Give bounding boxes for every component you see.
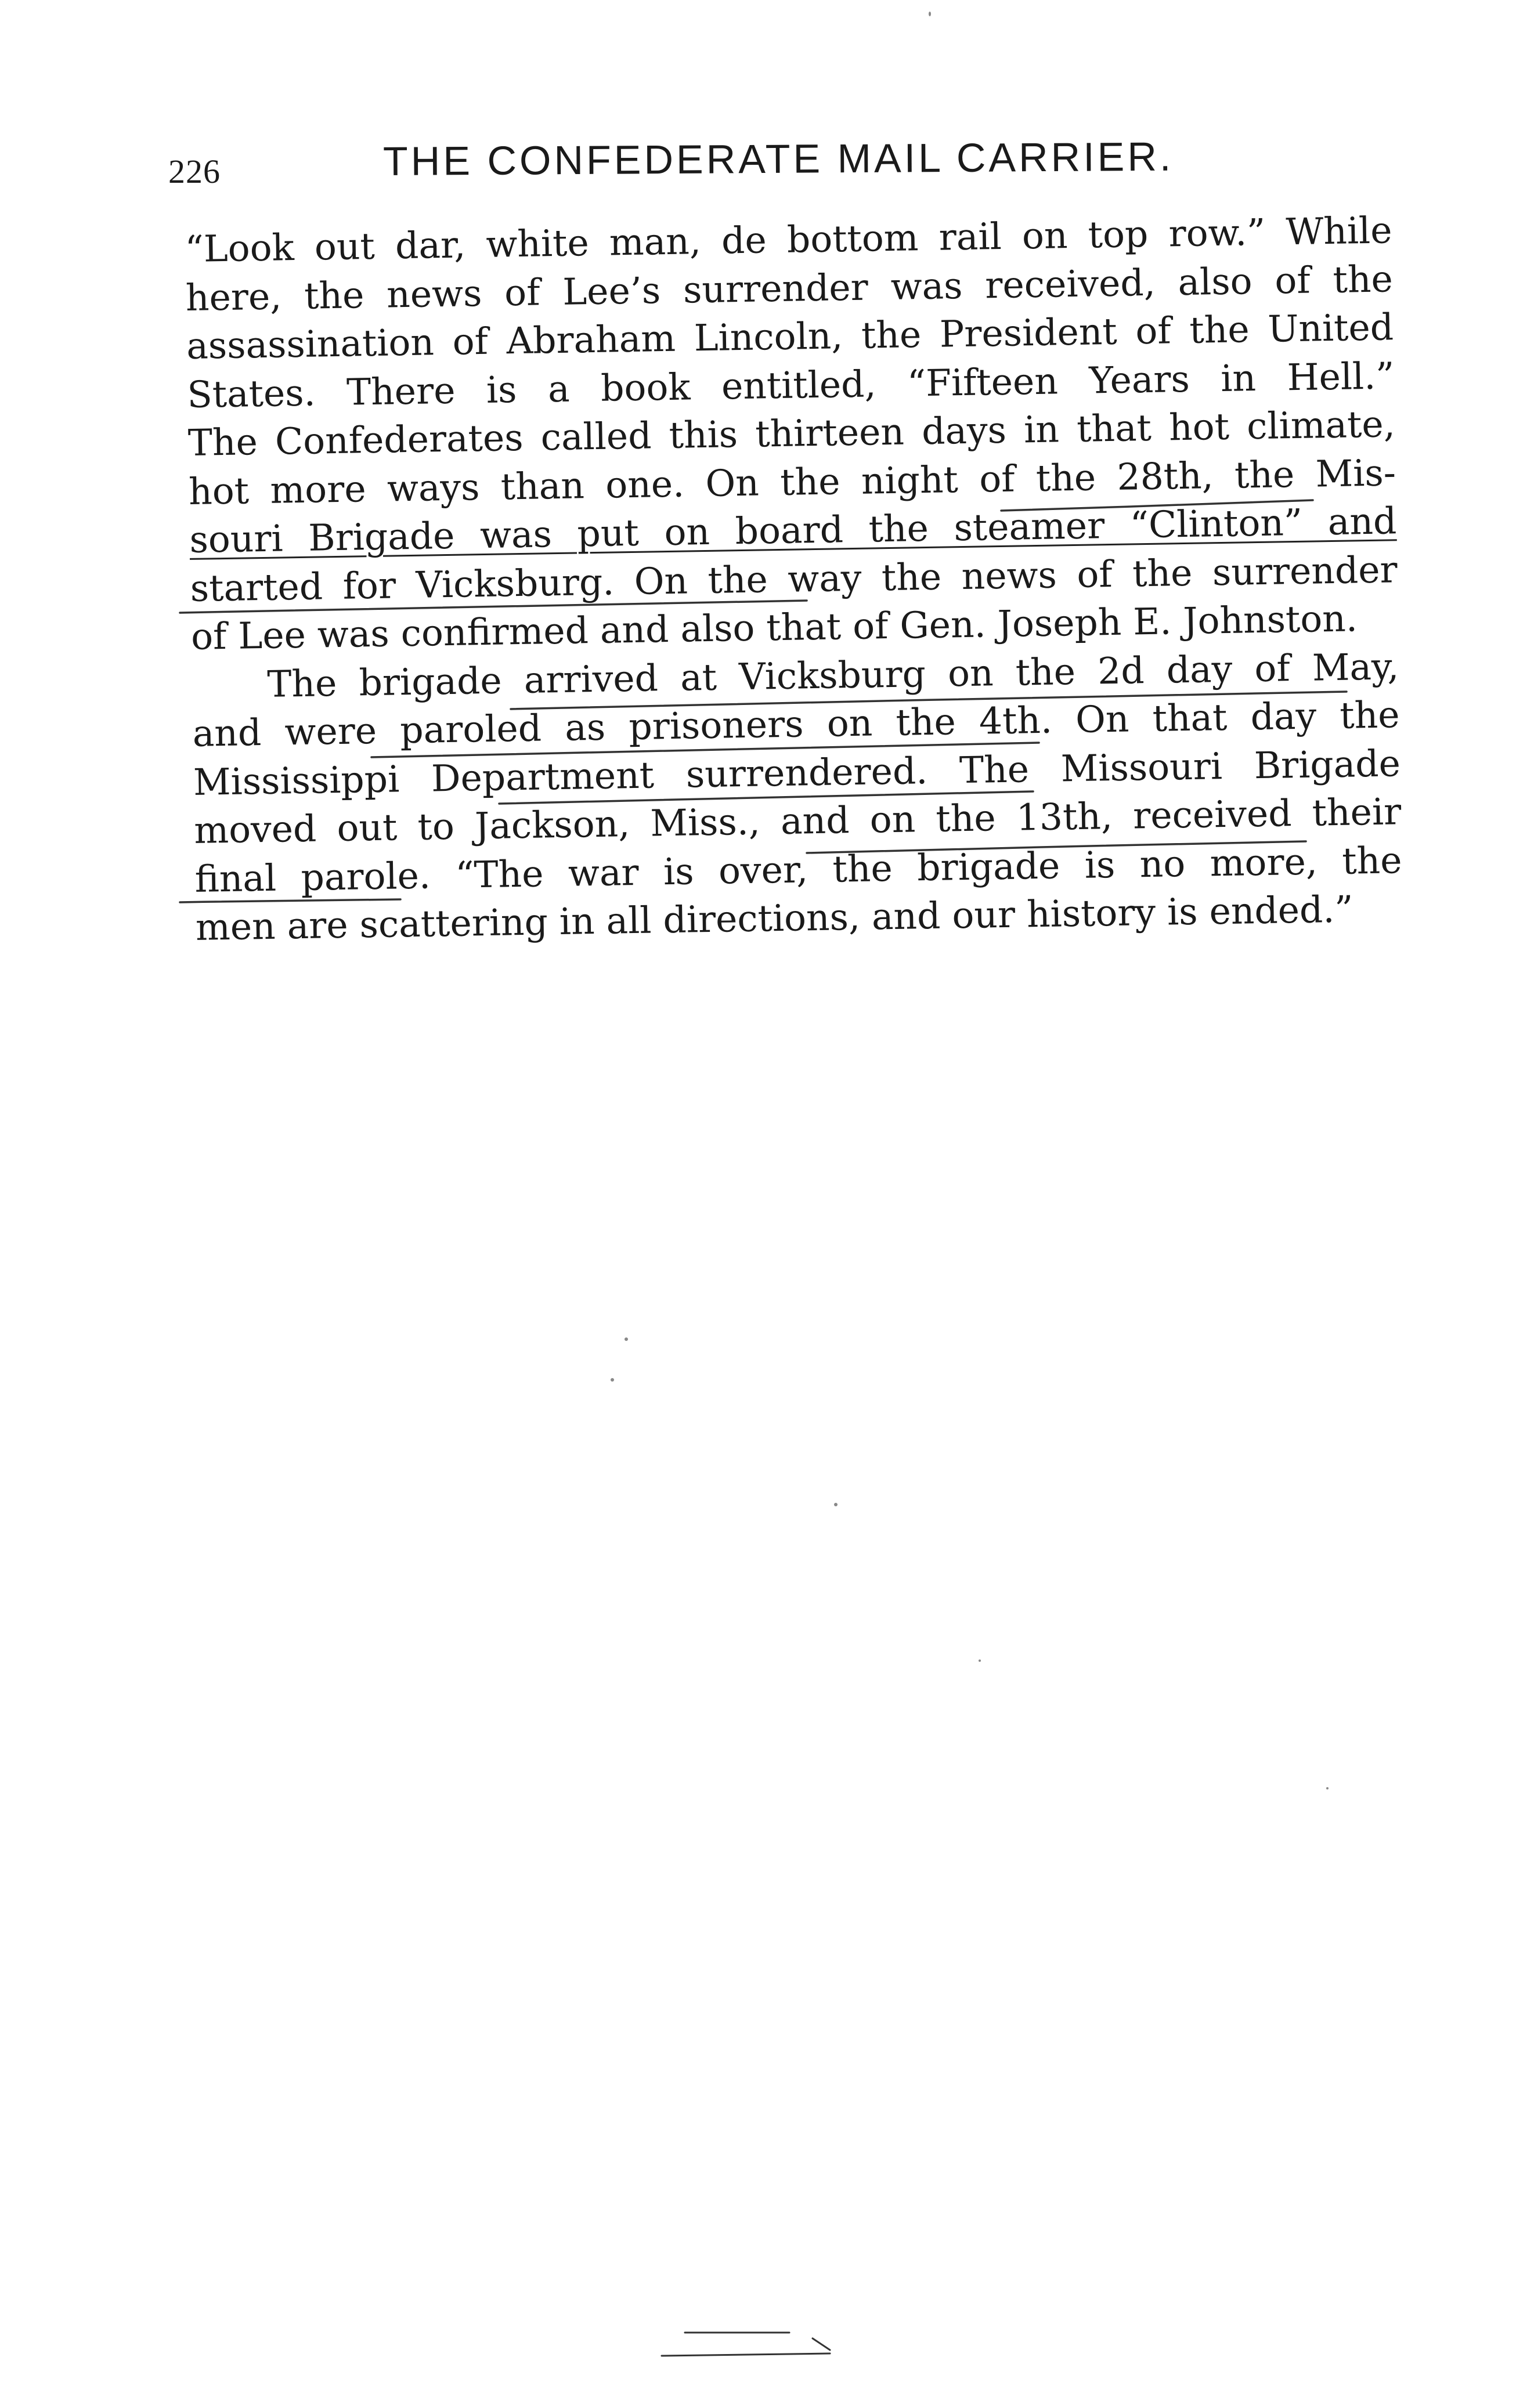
text-line: assassination of Abraham Lincoln, the President of the United (186, 306, 1394, 367)
text-line: men are scattering in all directions, and our history is ended.” (195, 888, 1354, 949)
running-title: THE CONFEDERATE MAIL CARRIER. (382, 133, 1174, 184)
text-line: started for Vicksburg. On the way the news of the surrender (190, 548, 1398, 610)
text-line: Mississippi Department surrendered. The Missouri Brigade (193, 742, 1401, 804)
text-line: of Lee was confirmed and also that of Gen. Joseph E. Johnston. (190, 597, 1358, 658)
text-line: moved out to Jackson, Miss., and on the 13th, received their (193, 790, 1402, 852)
text-line: here, the news of Lee’s surrender was received, also of the (185, 257, 1394, 319)
pencil-scribble (656, 2315, 847, 2367)
page-number: 226 (168, 153, 221, 190)
text-line: The brigade arrived at Vicksburg on the 2d day of May, (266, 645, 1399, 706)
text-line: The Confederates called this thirteen days in that hot climate, (187, 403, 1396, 464)
text-line: and were paroled as prisoners on the 4th. On that day the (192, 693, 1401, 755)
text-line: final parole. “The war is over, the brigade is no more, the (194, 838, 1403, 901)
text-line: States. There is a book entitled, “Fifteen Years in Hell.” (187, 354, 1395, 416)
text-line: hot more ways than one. On the night of the 28th, the Mis- (188, 451, 1396, 513)
underlined-text-line: souri Brigade was put on board the steamer “Clinton” and (189, 500, 1397, 561)
body-text (185, 206, 1403, 952)
text-line: “Look out dar, white man, de bottom rail on top row.” While (185, 209, 1392, 270)
running-head (168, 133, 1347, 202)
